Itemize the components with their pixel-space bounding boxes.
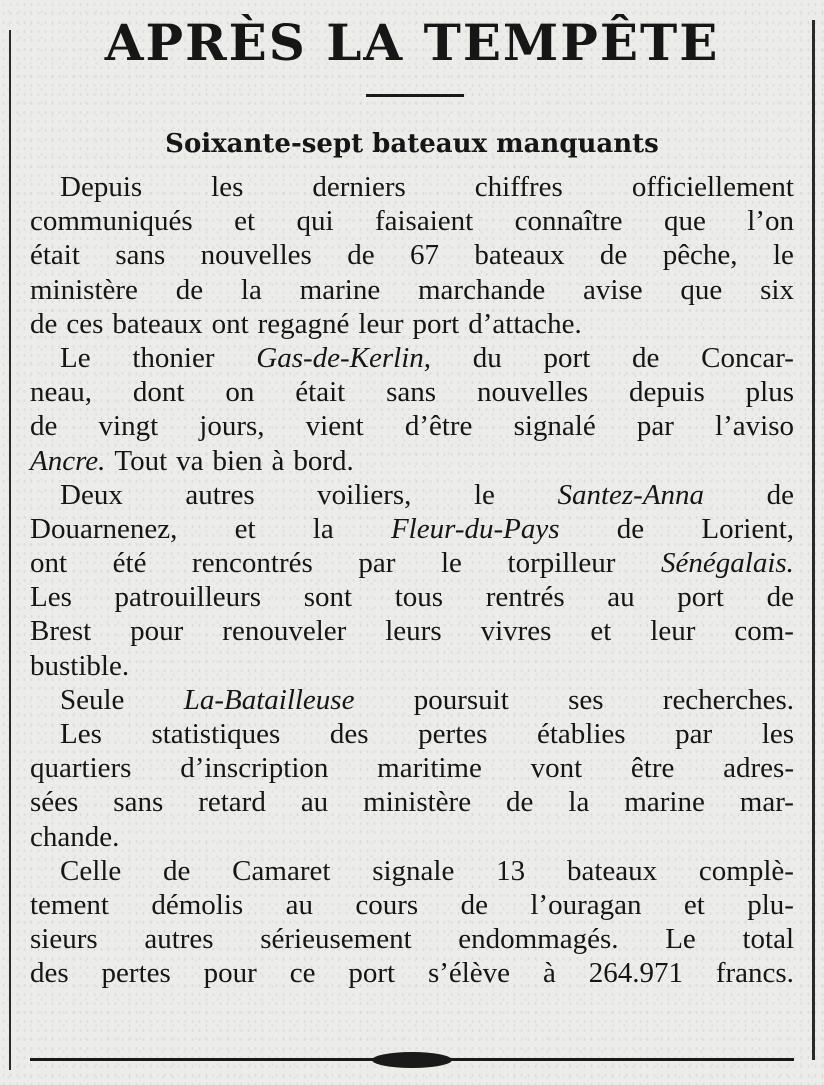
word: être (630, 752, 675, 785)
word: de (616, 512, 645, 545)
word: marine (299, 273, 381, 306)
word: et (234, 512, 256, 545)
word: six (760, 273, 794, 306)
word: Douarnenez, (30, 512, 178, 545)
word: par (675, 718, 713, 750)
word: de (175, 273, 204, 306)
word: port (543, 341, 591, 374)
word: pour (203, 957, 257, 990)
word: de (632, 341, 660, 374)
word: des (329, 718, 369, 750)
word: jours, (199, 410, 265, 443)
text-line (30, 888, 794, 922)
word: des (30, 957, 69, 990)
word: leur (650, 615, 696, 648)
subheadline: Soixante-sept bateaux manquants (165, 129, 659, 159)
word: autres (185, 478, 255, 511)
word: le (473, 478, 495, 511)
text-line (30, 341, 794, 375)
word: thonier (132, 341, 215, 374)
word: port (348, 957, 396, 990)
word: sont (303, 581, 353, 614)
word: ce (289, 957, 316, 990)
word: rencontrés (192, 547, 313, 580)
word: de (30, 307, 58, 340)
text-line (30, 375, 794, 409)
word: pertes (101, 957, 171, 990)
word: francs. (715, 957, 794, 990)
word: retard (198, 786, 266, 819)
text-line (30, 204, 794, 238)
word: était (295, 376, 346, 409)
word: Fleur-du-Pays (390, 512, 560, 545)
word: démolis (151, 888, 244, 921)
word: vivres (480, 615, 552, 648)
word: l’ouragan (530, 888, 642, 921)
word: de (599, 239, 628, 272)
text-line (30, 409, 794, 443)
text-line (30, 854, 794, 888)
word: voiliers, (317, 478, 412, 511)
word: pêche, (662, 239, 738, 272)
word: sées (30, 786, 79, 819)
word: Tout (114, 444, 168, 477)
word: Gas-de-Kerlin, (256, 341, 432, 374)
word: de (506, 786, 534, 819)
word: va (176, 444, 204, 477)
word: quartiers (30, 752, 132, 785)
word: été (112, 547, 147, 580)
word: pour (130, 615, 184, 648)
word: 67 (409, 239, 439, 272)
word: La-Batailleuse (183, 683, 355, 716)
word: chiffres (474, 171, 563, 203)
word: Les (60, 718, 102, 750)
word: nouvelles (476, 376, 589, 409)
word: la (240, 273, 262, 306)
word: chande. (30, 820, 120, 853)
word: statistiques (151, 718, 281, 750)
word: ses (568, 683, 604, 716)
word: pertes (418, 718, 488, 750)
word: que (680, 273, 723, 306)
word: ont (30, 547, 68, 580)
word: avise (583, 273, 643, 306)
word: par (358, 547, 396, 580)
text-line (30, 683, 794, 717)
word: Brest (30, 615, 92, 648)
text-line (30, 580, 794, 614)
word: était (30, 239, 80, 272)
word: Sénégalais. (661, 547, 794, 580)
word: sans (115, 239, 166, 272)
text-line (30, 785, 794, 819)
word: sérieusement (260, 923, 412, 956)
word: signalé (513, 410, 596, 443)
word: port (677, 581, 724, 614)
headline-divider (366, 94, 464, 97)
word: regagné (257, 307, 350, 340)
word: de (163, 854, 191, 887)
word: on (225, 376, 255, 409)
word: plus (745, 376, 794, 409)
word: leur (358, 307, 404, 340)
text-line (30, 922, 794, 956)
word: d’attache. (468, 307, 582, 340)
word: mar- (739, 786, 794, 819)
word: ces (66, 307, 104, 340)
word: endommagés. (458, 923, 619, 956)
word: Lorient, (701, 512, 794, 545)
word: dont (132, 376, 185, 409)
word: ministère (30, 273, 138, 306)
word: total (742, 923, 794, 956)
word: marine (624, 786, 705, 819)
word: bord. (293, 444, 354, 477)
text-line (30, 614, 794, 648)
text-line (30, 238, 794, 272)
word: de (766, 478, 794, 511)
word: signale (372, 854, 455, 887)
word: Camaret (232, 854, 331, 887)
word: la (312, 512, 334, 545)
word: Ancre. (30, 444, 106, 477)
word: rentrés (485, 581, 565, 614)
word: bateaux (566, 854, 658, 887)
word: cours (355, 888, 419, 921)
word: que (663, 205, 706, 238)
word: faisaient (374, 205, 474, 238)
word: les (211, 171, 244, 203)
word: marchande (418, 273, 546, 306)
word: sans (113, 786, 164, 819)
word: et (234, 205, 256, 238)
word: Depuis (60, 171, 143, 203)
word: sans (386, 376, 437, 409)
word: bustible. (30, 649, 130, 682)
word: de (766, 581, 794, 614)
word: Santez-Anna (557, 478, 705, 511)
text-line (30, 649, 794, 683)
word: nouvelles (200, 239, 312, 272)
word: ministère (363, 786, 472, 819)
word: sieurs (30, 923, 98, 956)
word: vient (305, 410, 364, 443)
right-column-rule (812, 20, 815, 1060)
word: renouveler (222, 615, 347, 648)
word: de (347, 239, 375, 272)
word: de (30, 410, 58, 443)
word: qui (296, 205, 334, 238)
text-line (30, 478, 794, 512)
word: l’aviso (715, 410, 794, 443)
text-line (30, 546, 794, 580)
word: le (441, 547, 462, 580)
word: derniers (312, 171, 406, 203)
headline: APRÈS LA TEMPÊTE (104, 13, 720, 72)
footer-ornament (372, 1052, 452, 1068)
word: au (300, 786, 329, 819)
word: Le (60, 341, 91, 374)
word: de (460, 888, 488, 921)
word: d’être (404, 410, 473, 443)
word: tous (394, 581, 444, 614)
left-column-rule (9, 30, 11, 1070)
word: et (683, 888, 705, 921)
word: maritime (377, 752, 482, 785)
text-line (30, 751, 794, 785)
word: recherches. (662, 683, 794, 716)
word: com- (734, 615, 794, 648)
word: bien (212, 444, 263, 477)
article-body (30, 170, 794, 991)
word: le (772, 239, 794, 272)
word: au (285, 888, 313, 921)
word: la (568, 786, 590, 819)
word: l’on (747, 205, 794, 238)
word: Seule (60, 683, 125, 716)
word: plu- (747, 888, 794, 921)
word: port (412, 307, 460, 340)
text-line (30, 820, 794, 854)
text-line (30, 956, 794, 990)
word: bateaux (112, 307, 203, 340)
text-line (30, 717, 794, 751)
text-line (30, 512, 794, 546)
word: et (590, 615, 612, 648)
word: du (472, 341, 502, 374)
word: depuis (629, 376, 705, 409)
word: établies (537, 718, 626, 750)
word: d’inscription (180, 752, 329, 785)
word: neau, (30, 376, 92, 409)
word: torpilleur (507, 547, 616, 580)
word: Concar- (701, 341, 794, 374)
word: officiellement (631, 171, 794, 203)
word: vont (530, 752, 583, 785)
word: bateaux (474, 239, 565, 272)
word: Les (30, 581, 72, 614)
text-line (30, 444, 794, 478)
text-line (30, 170, 794, 204)
word: à (271, 444, 285, 477)
word: 264.971 (588, 957, 683, 990)
word: connaître (514, 205, 623, 238)
word: 13 (496, 854, 526, 887)
word: patrouilleurs (114, 581, 262, 614)
word: à (542, 957, 556, 990)
word: les (761, 718, 794, 750)
word: communiqués (30, 205, 193, 238)
word: au (607, 581, 635, 614)
word: complè- (698, 854, 794, 887)
word: Deux (60, 478, 123, 511)
word: ont (211, 307, 249, 340)
text-line (30, 273, 794, 307)
word: Le (665, 923, 696, 956)
word: leurs (385, 615, 442, 648)
word: s’élève (427, 957, 511, 990)
text-line (30, 307, 794, 341)
word: tement (30, 888, 109, 921)
word: Celle (60, 854, 122, 887)
word: autres (144, 923, 214, 956)
word: vingt (98, 410, 159, 443)
word: adres- (723, 752, 794, 785)
word: par (636, 410, 674, 443)
word: poursuit (413, 683, 509, 716)
